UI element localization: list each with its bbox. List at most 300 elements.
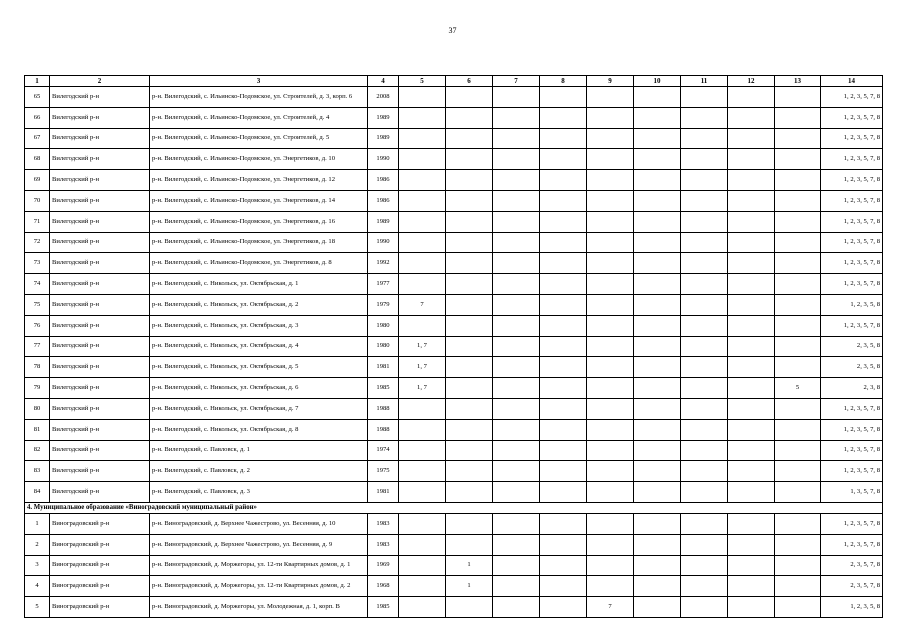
cell-address: р-н. Виноградовский, д. Моржегоры, ул. Молодежная, д. 1, корп. В <box>150 597 368 618</box>
cell-col-13 <box>775 336 821 357</box>
cell-col-12 <box>728 398 775 419</box>
cell-col-8 <box>540 87 587 108</box>
cell-col-11 <box>681 128 728 149</box>
table-row <box>25 576 883 597</box>
cell-col-13 <box>775 576 821 597</box>
cell-col-8 <box>540 190 587 211</box>
cell-row-number: 72 <box>25 232 50 253</box>
cell-col-9 <box>587 232 634 253</box>
cell-col-14: 2, 3, 5, 7, 8 <box>821 555 883 576</box>
cell-row-number: 70 <box>25 190 50 211</box>
cell-col-10 <box>634 253 681 274</box>
section-heading: 4. Муниципальное образование «Виноградовский муниципальный район» <box>25 502 883 513</box>
cell-year-built: 2008 <box>368 87 399 108</box>
cell-district: Вилегодский р-н <box>50 336 150 357</box>
cell-year-built: 1986 <box>368 170 399 191</box>
cell-col-8 <box>540 534 587 555</box>
cell-col-7 <box>493 149 540 170</box>
cell-col-13 <box>775 482 821 503</box>
cell-col-8 <box>540 555 587 576</box>
page-number: 37 <box>448 26 457 35</box>
cell-col-6 <box>446 357 493 378</box>
table-row <box>25 461 883 482</box>
cell-address: р-н. Виноградовский, д. Моржегоры, ул. 12-ти Квартирных домов, д. 1 <box>150 555 368 576</box>
cell-district: Вилегодский р-н <box>50 232 150 253</box>
cell-year-built: 1990 <box>368 149 399 170</box>
column-header: 6 <box>446 76 493 87</box>
cell-row-number: 3 <box>25 555 50 576</box>
cell-col-13 <box>775 253 821 274</box>
cell-col-8 <box>540 357 587 378</box>
cell-address: р-н. Вилегодский, с. Павловск, д. 3 <box>150 482 368 503</box>
cell-district: Вилегодский р-н <box>50 170 150 191</box>
column-header: 8 <box>540 76 587 87</box>
cell-address: р-н. Вилегодский, с. Ильинско-Подомское, ул. Энергетиков, д. 8 <box>150 253 368 274</box>
cell-col-14: 1, 2, 3, 5, 7, 8 <box>821 274 883 295</box>
cell-address: р-н. Вилегодский, с. Никольск, ул. Октябрьская, д. 1 <box>150 274 368 295</box>
cell-col-11 <box>681 555 728 576</box>
cell-col-14: 2, 3, 8 <box>821 378 883 399</box>
cell-col-6 <box>446 170 493 191</box>
cell-col-12 <box>728 128 775 149</box>
cell-col-13 <box>775 107 821 128</box>
cell-col-13 <box>775 513 821 534</box>
cell-col-11 <box>681 274 728 295</box>
cell-row-number: 5 <box>25 597 50 618</box>
cell-col-8 <box>540 440 587 461</box>
table-row <box>25 190 883 211</box>
table-row <box>25 107 883 128</box>
cell-col-14: 1, 2, 3, 5, 8 <box>821 294 883 315</box>
cell-row-number: 75 <box>25 294 50 315</box>
cell-col-5 <box>399 87 446 108</box>
cell-row-number: 67 <box>25 128 50 149</box>
cell-address: р-н. Вилегодский, с. Никольск, ул. Октябрьская, д. 7 <box>150 398 368 419</box>
cell-year-built: 1989 <box>368 107 399 128</box>
cell-row-number: 1 <box>25 513 50 534</box>
cell-year-built: 1989 <box>368 211 399 232</box>
cell-col-5 <box>399 419 446 440</box>
cell-address: р-н. Вилегодский, с. Ильинско-Подомское, ул. Строителей, д. 5 <box>150 128 368 149</box>
table-row <box>25 534 883 555</box>
cell-col-5: 1, 7 <box>399 378 446 399</box>
cell-col-14: 1, 2, 3, 5, 7, 8 <box>821 87 883 108</box>
cell-col-12 <box>728 190 775 211</box>
cell-col-9 <box>587 513 634 534</box>
table-row <box>25 232 883 253</box>
cell-col-8 <box>540 294 587 315</box>
cell-col-11 <box>681 232 728 253</box>
cell-col-12 <box>728 576 775 597</box>
cell-col-6 <box>446 419 493 440</box>
cell-row-number: 73 <box>25 253 50 274</box>
column-header: 3 <box>150 76 368 87</box>
cell-col-9 <box>587 398 634 419</box>
cell-address: р-н. Вилегодский, с. Ильинско-Подомское, ул. Энергетиков, д. 10 <box>150 149 368 170</box>
cell-col-8 <box>540 398 587 419</box>
cell-district: Виноградовский р-н <box>50 555 150 576</box>
cell-col-6 <box>446 128 493 149</box>
cell-col-9 <box>587 128 634 149</box>
table-row <box>25 378 883 399</box>
cell-address: р-н. Вилегодский, с. Павловск, д. 2 <box>150 461 368 482</box>
cell-year-built: 1983 <box>368 513 399 534</box>
cell-col-6 <box>446 232 493 253</box>
cell-col-10 <box>634 336 681 357</box>
cell-district: Вилегодский р-н <box>50 482 150 503</box>
table-row <box>25 482 883 503</box>
column-header: 2 <box>50 76 150 87</box>
cell-col-7 <box>493 190 540 211</box>
cell-row-number: 84 <box>25 482 50 503</box>
cell-col-6 <box>446 336 493 357</box>
cell-col-14: 1, 2, 3, 5, 7, 8 <box>821 513 883 534</box>
cell-col-8 <box>540 211 587 232</box>
column-header: 9 <box>587 76 634 87</box>
cell-col-14: 1, 2, 3, 5, 7, 8 <box>821 170 883 191</box>
cell-col-11 <box>681 534 728 555</box>
column-header: 7 <box>493 76 540 87</box>
cell-col-8 <box>540 576 587 597</box>
cell-year-built: 1979 <box>368 294 399 315</box>
cell-col-12 <box>728 170 775 191</box>
cell-col-14: 1, 2, 3, 5, 7, 8 <box>821 461 883 482</box>
cell-col-13 <box>775 274 821 295</box>
cell-district: Виноградовский р-н <box>50 576 150 597</box>
cell-district: Вилегодский р-н <box>50 315 150 336</box>
cell-address: р-н. Вилегодский, с. Ильинско-Подомское, ул. Энергетиков, д. 16 <box>150 211 368 232</box>
cell-col-5 <box>399 398 446 419</box>
cell-year-built: 1980 <box>368 315 399 336</box>
cell-col-6 <box>446 378 493 399</box>
housing-registry-table <box>24 75 883 618</box>
cell-address: р-н. Вилегодский, с. Никольск, ул. Октябрьская, д. 5 <box>150 357 368 378</box>
cell-col-14: 1, 2, 3, 5, 7, 8 <box>821 232 883 253</box>
cell-col-11 <box>681 357 728 378</box>
cell-col-12 <box>728 357 775 378</box>
table-row <box>25 419 883 440</box>
cell-col-13 <box>775 294 821 315</box>
cell-col-14: 1, 2, 3, 5, 7, 8 <box>821 190 883 211</box>
cell-col-9 <box>587 419 634 440</box>
cell-col-11 <box>681 378 728 399</box>
cell-col-13 <box>775 190 821 211</box>
cell-col-11 <box>681 149 728 170</box>
cell-col-10 <box>634 378 681 399</box>
cell-col-7 <box>493 170 540 191</box>
column-header: 10 <box>634 76 681 87</box>
cell-col-12 <box>728 419 775 440</box>
cell-col-12 <box>728 294 775 315</box>
cell-col-12 <box>728 253 775 274</box>
cell-address: р-н. Вилегодский, с. Ильинско-Подомское, ул. Энергетиков, д. 12 <box>150 170 368 191</box>
cell-col-6 <box>446 149 493 170</box>
cell-col-7 <box>493 461 540 482</box>
cell-col-12 <box>728 555 775 576</box>
cell-col-10 <box>634 211 681 232</box>
cell-district: Вилегодский р-н <box>50 357 150 378</box>
cell-col-5 <box>399 107 446 128</box>
cell-col-13 <box>775 170 821 191</box>
cell-row-number: 69 <box>25 170 50 191</box>
cell-col-9 <box>587 190 634 211</box>
cell-col-6 <box>446 87 493 108</box>
cell-col-13 <box>775 555 821 576</box>
cell-col-14: 1, 2, 3, 5, 7, 8 <box>821 398 883 419</box>
table-row <box>25 149 883 170</box>
cell-col-12 <box>728 336 775 357</box>
cell-col-6 <box>446 440 493 461</box>
cell-district: Вилегодский р-н <box>50 253 150 274</box>
cell-address: р-н. Виноградовский, д. Моржегоры, ул. 12-ти Квартирных домов, д. 2 <box>150 576 368 597</box>
cell-col-9 <box>587 576 634 597</box>
cell-address: р-н. Вилегодский, с. Никольск, ул. Октябрьская, д. 3 <box>150 315 368 336</box>
table-row <box>25 211 883 232</box>
cell-district: Вилегодский р-н <box>50 378 150 399</box>
cell-col-5: 1, 7 <box>399 357 446 378</box>
cell-col-10 <box>634 534 681 555</box>
cell-col-11 <box>681 87 728 108</box>
cell-col-12 <box>728 534 775 555</box>
cell-col-12 <box>728 274 775 295</box>
cell-col-6 <box>446 190 493 211</box>
cell-col-7 <box>493 336 540 357</box>
cell-col-11 <box>681 482 728 503</box>
cell-district: Вилегодский р-н <box>50 149 150 170</box>
table-row <box>25 294 883 315</box>
cell-year-built: 1989 <box>368 128 399 149</box>
cell-col-7 <box>493 128 540 149</box>
table-row <box>25 253 883 274</box>
cell-col-6 <box>446 107 493 128</box>
cell-col-12 <box>728 232 775 253</box>
cell-year-built: 1988 <box>368 419 399 440</box>
cell-year-built: 1990 <box>368 232 399 253</box>
cell-col-8 <box>540 597 587 618</box>
cell-col-7 <box>493 419 540 440</box>
cell-col-9 <box>587 461 634 482</box>
cell-col-14: 1, 2, 3, 5, 7, 8 <box>821 253 883 274</box>
cell-col-10 <box>634 576 681 597</box>
cell-col-13 <box>775 211 821 232</box>
cell-col-13: 5 <box>775 378 821 399</box>
cell-district: Вилегодский р-н <box>50 190 150 211</box>
cell-row-number: 71 <box>25 211 50 232</box>
cell-col-10 <box>634 232 681 253</box>
cell-col-10 <box>634 128 681 149</box>
cell-col-6 <box>446 294 493 315</box>
table-row <box>25 398 883 419</box>
cell-col-11 <box>681 576 728 597</box>
cell-col-14: 1, 2, 3, 5, 7, 8 <box>821 107 883 128</box>
cell-col-10 <box>634 294 681 315</box>
cell-col-12 <box>728 461 775 482</box>
cell-col-9 <box>587 87 634 108</box>
cell-col-9 <box>587 336 634 357</box>
cell-row-number: 80 <box>25 398 50 419</box>
cell-col-13 <box>775 398 821 419</box>
cell-district: Вилегодский р-н <box>50 128 150 149</box>
cell-col-12 <box>728 87 775 108</box>
cell-col-5 <box>399 461 446 482</box>
cell-row-number: 82 <box>25 440 50 461</box>
column-header: 11 <box>681 76 728 87</box>
cell-col-7 <box>493 357 540 378</box>
cell-col-10 <box>634 170 681 191</box>
cell-col-10 <box>634 513 681 534</box>
cell-district: Вилегодский р-н <box>50 274 150 295</box>
cell-col-10 <box>634 461 681 482</box>
cell-row-number: 81 <box>25 419 50 440</box>
cell-year-built: 1988 <box>368 398 399 419</box>
cell-col-14: 1, 2, 3, 5, 7, 8 <box>821 149 883 170</box>
cell-district: Вилегодский р-н <box>50 419 150 440</box>
cell-col-14: 1, 2, 3, 5, 7, 8 <box>821 211 883 232</box>
cell-col-12 <box>728 482 775 503</box>
cell-row-number: 74 <box>25 274 50 295</box>
cell-col-5 <box>399 555 446 576</box>
cell-row-number: 68 <box>25 149 50 170</box>
table-header-row <box>25 76 883 87</box>
cell-col-7 <box>493 253 540 274</box>
cell-year-built: 1974 <box>368 440 399 461</box>
column-header: 4 <box>368 76 399 87</box>
cell-col-11 <box>681 513 728 534</box>
cell-col-12 <box>728 513 775 534</box>
table-row <box>25 597 883 618</box>
cell-address: р-н. Вилегодский, с. Ильинско-Подомское, ул. Строителей, д. 3, корп. 6 <box>150 87 368 108</box>
cell-col-12 <box>728 149 775 170</box>
cell-col-7 <box>493 440 540 461</box>
cell-year-built: 1983 <box>368 534 399 555</box>
cell-col-7 <box>493 398 540 419</box>
cell-col-7 <box>493 232 540 253</box>
cell-col-9 <box>587 378 634 399</box>
table-row <box>25 555 883 576</box>
cell-col-7 <box>493 211 540 232</box>
cell-col-12 <box>728 315 775 336</box>
cell-address: р-н. Вилегодский, с. Ильинско-Подомское, ул. Строителей, д. 4 <box>150 107 368 128</box>
cell-address: р-н. Вилегодский, с. Никольск, ул. Октябрьская, д. 6 <box>150 378 368 399</box>
cell-col-7 <box>493 378 540 399</box>
cell-col-12 <box>728 597 775 618</box>
cell-col-6: 1 <box>446 576 493 597</box>
table-row <box>25 336 883 357</box>
cell-col-8 <box>540 336 587 357</box>
cell-col-11 <box>681 107 728 128</box>
cell-col-11 <box>681 398 728 419</box>
cell-row-number: 76 <box>25 315 50 336</box>
cell-col-10 <box>634 315 681 336</box>
cell-col-11 <box>681 336 728 357</box>
cell-year-built: 1992 <box>368 253 399 274</box>
cell-col-13 <box>775 597 821 618</box>
cell-address: р-н. Вилегодский, с. Никольск, ул. Октябрьская, д. 4 <box>150 336 368 357</box>
cell-address: р-н. Вилегодский, с. Ильинско-Подомское, ул. Энергетиков, д. 14 <box>150 190 368 211</box>
cell-col-10 <box>634 555 681 576</box>
cell-col-8 <box>540 149 587 170</box>
cell-address: р-н. Вилегодский, с. Никольск, ул. Октябрьская, д. 8 <box>150 419 368 440</box>
cell-col-10 <box>634 440 681 461</box>
cell-col-13 <box>775 232 821 253</box>
cell-year-built: 1985 <box>368 597 399 618</box>
cell-col-5 <box>399 190 446 211</box>
cell-col-12 <box>728 440 775 461</box>
cell-col-9 <box>587 440 634 461</box>
cell-col-6: 1 <box>446 555 493 576</box>
cell-col-10 <box>634 419 681 440</box>
cell-col-10 <box>634 398 681 419</box>
cell-col-9 <box>587 274 634 295</box>
cell-year-built: 1980 <box>368 336 399 357</box>
cell-col-8 <box>540 107 587 128</box>
cell-col-6 <box>446 534 493 555</box>
section-heading-row <box>25 502 883 513</box>
cell-col-8 <box>540 274 587 295</box>
cell-col-11 <box>681 170 728 191</box>
table-row <box>25 315 883 336</box>
cell-col-13 <box>775 440 821 461</box>
cell-col-10 <box>634 274 681 295</box>
cell-address: р-н. Виноградовский, д. Верхнее Чажестрово, ул. Весенняя, д. 10 <box>150 513 368 534</box>
cell-district: Вилегодский р-н <box>50 211 150 232</box>
cell-col-14: 1, 3, 5, 7, 8 <box>821 482 883 503</box>
cell-col-6 <box>446 211 493 232</box>
cell-district: Вилегодский р-н <box>50 461 150 482</box>
cell-col-10 <box>634 482 681 503</box>
cell-col-14: 2, 3, 5, 7, 8 <box>821 576 883 597</box>
cell-col-5 <box>399 513 446 534</box>
cell-col-7 <box>493 597 540 618</box>
cell-col-7 <box>493 534 540 555</box>
cell-col-5 <box>399 170 446 191</box>
cell-col-8 <box>540 315 587 336</box>
column-header: 14 <box>821 76 883 87</box>
column-header: 5 <box>399 76 446 87</box>
cell-year-built: 1981 <box>368 357 399 378</box>
cell-col-14: 1, 2, 3, 5, 7, 8 <box>821 440 883 461</box>
cell-col-6 <box>446 274 493 295</box>
cell-col-6 <box>446 315 493 336</box>
cell-col-10 <box>634 597 681 618</box>
cell-col-11 <box>681 419 728 440</box>
cell-col-11 <box>681 440 728 461</box>
cell-year-built: 1977 <box>368 274 399 295</box>
cell-address: р-н. Вилегодский, с. Ильинско-Подомское, ул. Энергетиков, д. 18 <box>150 232 368 253</box>
table-row <box>25 87 883 108</box>
cell-row-number: 2 <box>25 534 50 555</box>
cell-col-13 <box>775 461 821 482</box>
cell-district: Вилегодский р-н <box>50 107 150 128</box>
cell-year-built: 1981 <box>368 482 399 503</box>
cell-col-7 <box>493 87 540 108</box>
cell-col-5 <box>399 315 446 336</box>
cell-col-8 <box>540 170 587 191</box>
cell-col-9 <box>587 357 634 378</box>
cell-col-9 <box>587 211 634 232</box>
cell-col-6 <box>446 461 493 482</box>
cell-col-5 <box>399 211 446 232</box>
cell-col-8 <box>540 378 587 399</box>
cell-col-11 <box>681 253 728 274</box>
cell-district: Вилегодский р-н <box>50 398 150 419</box>
cell-col-13 <box>775 534 821 555</box>
cell-col-6 <box>446 597 493 618</box>
cell-col-8 <box>540 232 587 253</box>
cell-col-14: 1, 2, 3, 5, 8 <box>821 597 883 618</box>
cell-col-8 <box>540 419 587 440</box>
cell-col-13 <box>775 149 821 170</box>
